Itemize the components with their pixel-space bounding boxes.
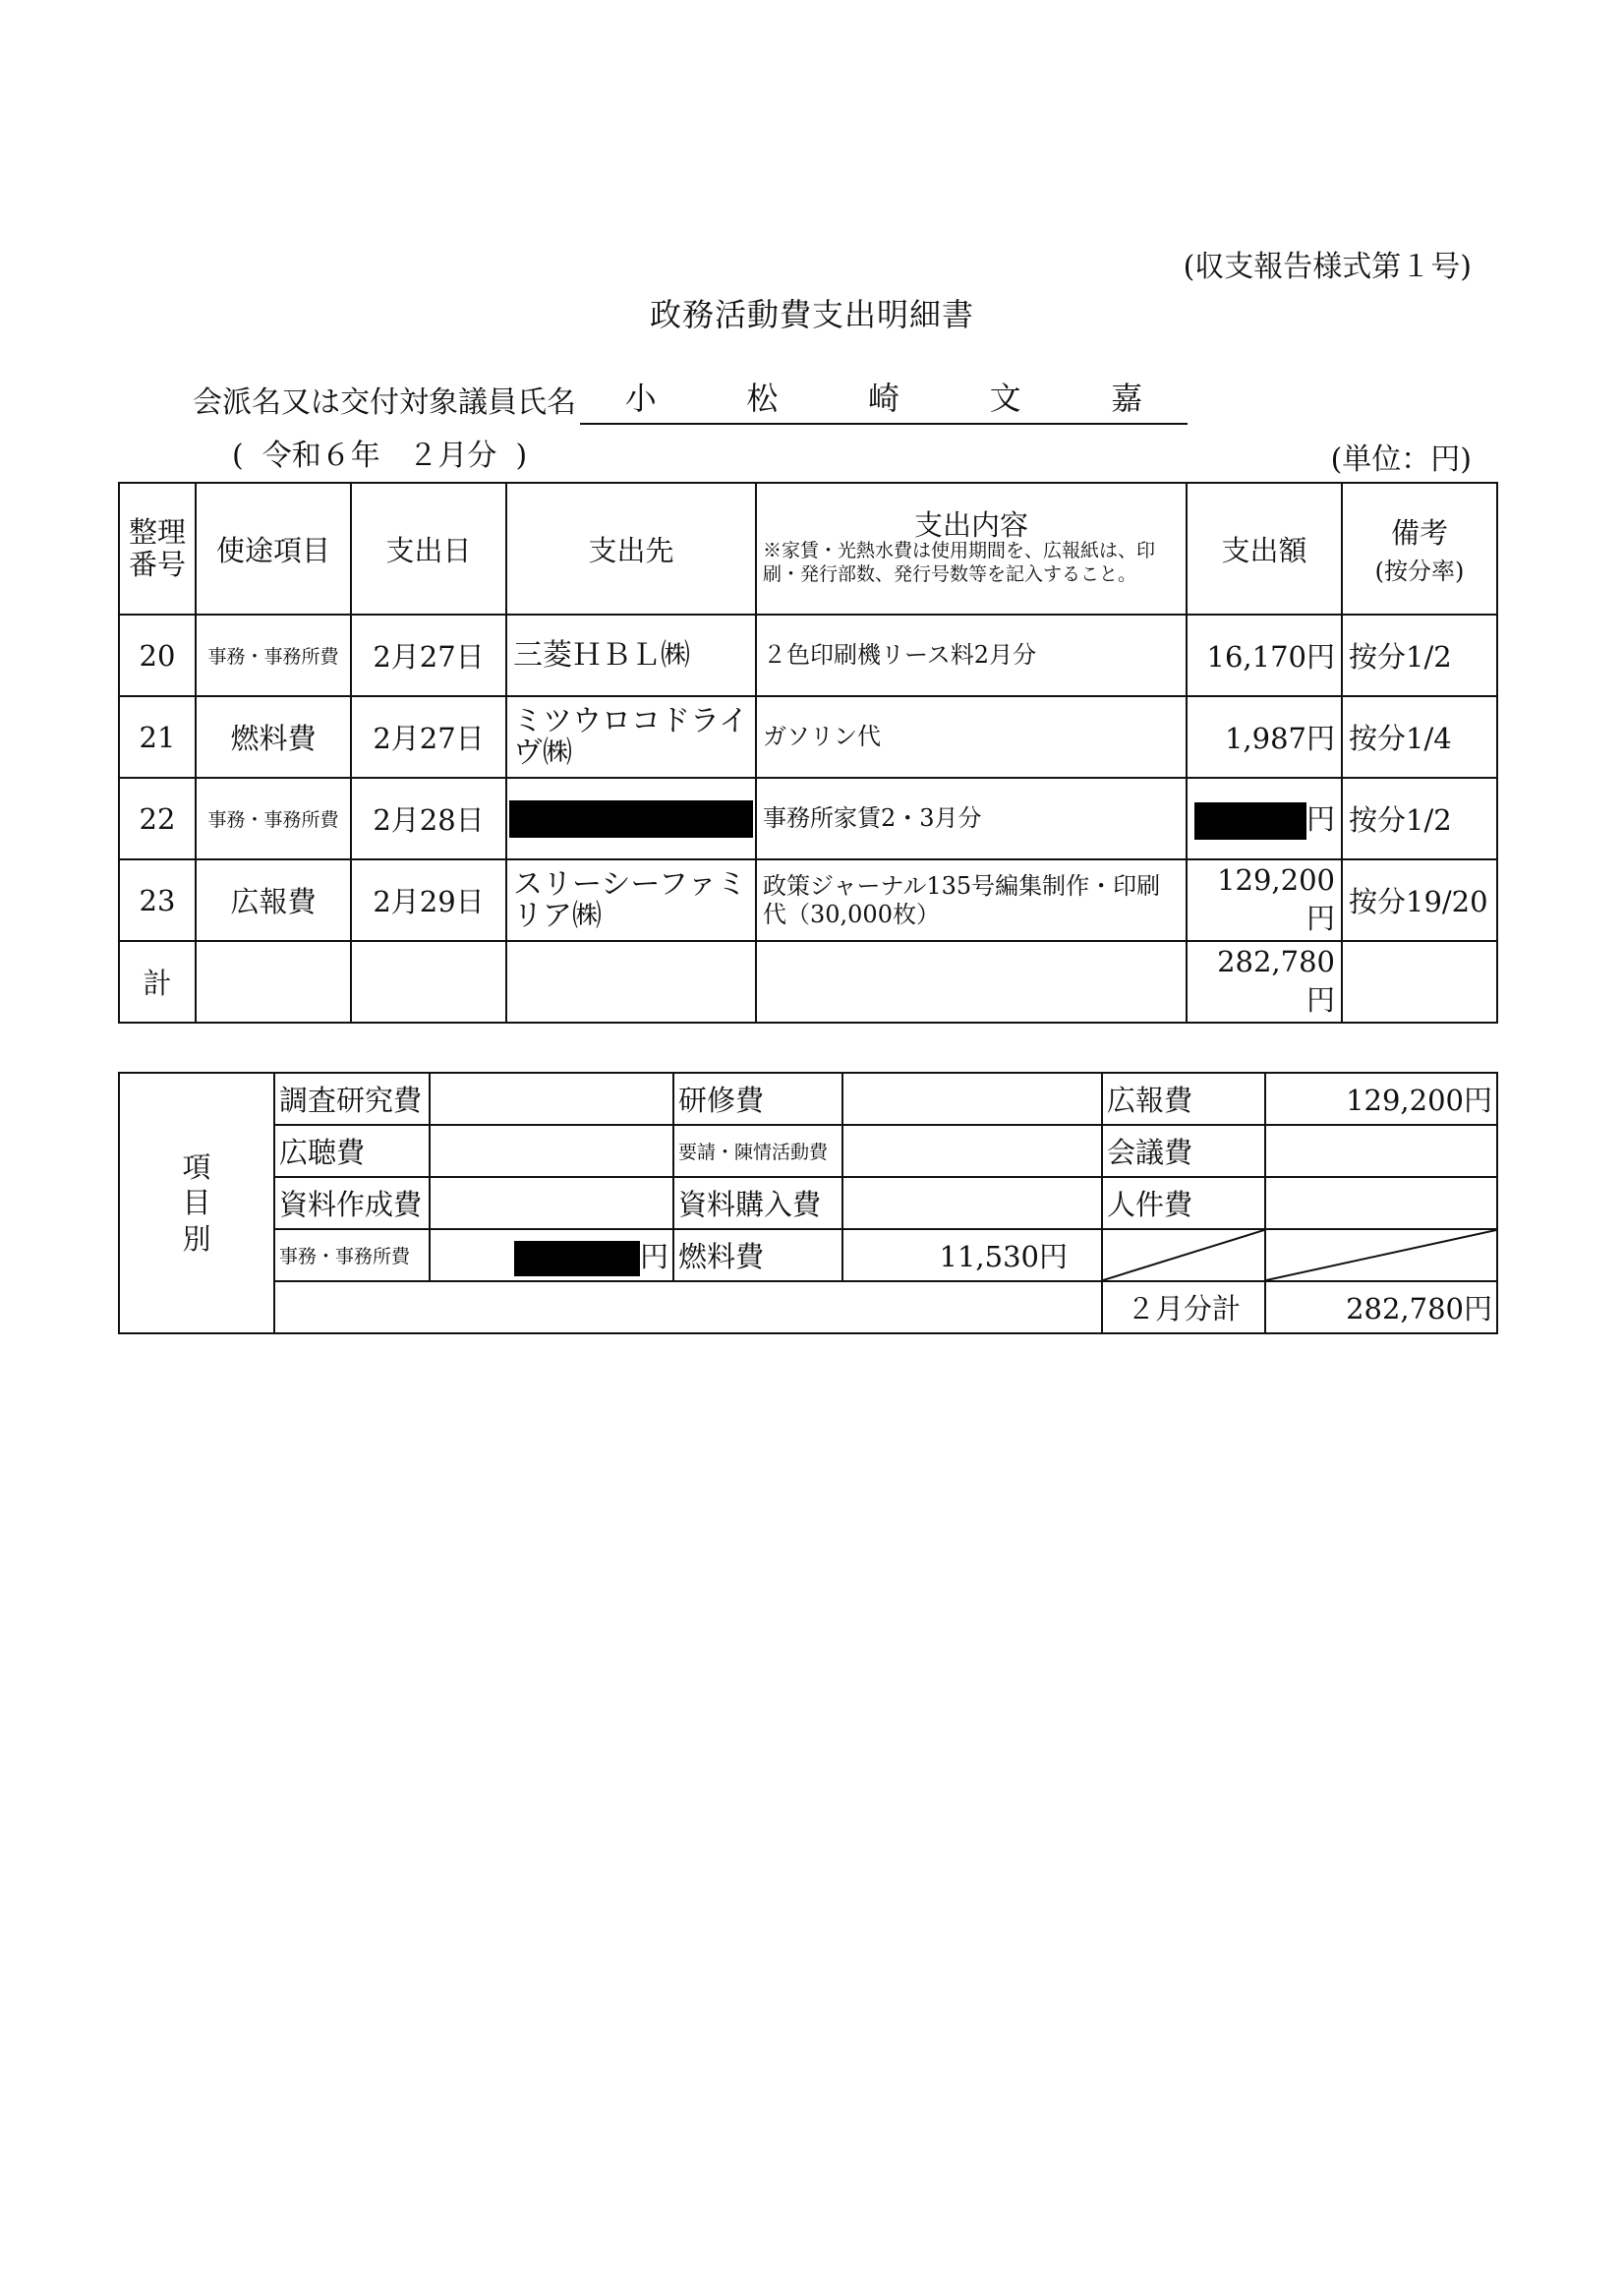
row-date: 2月27日	[351, 696, 506, 778]
row-remarks: 按分19/20	[1342, 859, 1497, 941]
row-number: 22	[119, 778, 196, 859]
label-materials-buy: 資料購入費	[673, 1177, 842, 1229]
row-content: 事務所家賃2・3月分	[756, 778, 1187, 859]
label-research: 調査研究費	[274, 1073, 430, 1125]
form-code: (収支報告様式第１号)	[1183, 250, 1472, 284]
label-office: 事務・事務所費	[274, 1229, 430, 1281]
label-petition: 要請・陳情活動費	[673, 1125, 842, 1177]
header-remarks-sub: (按分率)	[1374, 558, 1465, 585]
blank-slashed-cell	[1265, 1229, 1497, 1281]
summary-row	[119, 1177, 1497, 1229]
diagonal-slash	[1103, 1230, 1264, 1280]
row-category: 燃料費	[196, 696, 351, 778]
label-fuel: 燃料費	[673, 1229, 842, 1281]
total-empty	[756, 941, 1187, 1023]
unit-label: (単位：円)	[1330, 442, 1472, 477]
value-research	[430, 1073, 673, 1125]
member-name	[580, 374, 1188, 425]
label-hearing: 広聴費	[274, 1125, 430, 1177]
summary-side-label	[119, 1073, 274, 1333]
row-remarks: 按分1/4	[1342, 696, 1497, 778]
row-payee: 三菱ＨＢＬ㈱	[506, 615, 756, 696]
name-char: 嘉	[1111, 380, 1143, 417]
side-label-char: 別	[182, 1221, 211, 1256]
value-hearing	[430, 1125, 673, 1177]
row-category: 事務・事務所費	[196, 778, 351, 859]
row-number: 20	[119, 615, 196, 696]
redaction-box	[514, 1241, 640, 1276]
summary-total-row	[119, 1281, 1497, 1333]
row-date: 2月27日	[351, 615, 506, 696]
header-content	[756, 483, 1187, 615]
label-training: 研修費	[673, 1073, 842, 1125]
value-petition	[842, 1125, 1102, 1177]
value-office	[430, 1229, 673, 1281]
summary-row	[119, 1073, 1497, 1125]
total-empty	[196, 941, 351, 1023]
value-training	[842, 1073, 1102, 1125]
row-remarks: 按分1/2	[1342, 778, 1497, 859]
label-meeting: 会議費	[1102, 1125, 1265, 1177]
value-personnel	[1265, 1177, 1497, 1229]
header-remarks	[1342, 483, 1497, 615]
value-office-text: 円	[639, 1239, 668, 1273]
total-empty	[506, 941, 756, 1023]
value-pr: 129,200円	[1265, 1073, 1497, 1125]
row-payee	[506, 778, 756, 859]
row-category: 広報費	[196, 859, 351, 941]
value-meeting	[1265, 1125, 1497, 1177]
row-content: ガソリン代	[756, 696, 1187, 778]
row-content: ２色印刷機リース料2月分	[756, 615, 1187, 696]
summary-total-label: ２月分計	[1102, 1281, 1265, 1333]
summary-row	[119, 1229, 1497, 1281]
header-content-title: 支出内容	[913, 508, 1028, 543]
header-amount: 支出額	[1187, 483, 1342, 615]
name-char: 文	[989, 380, 1021, 417]
value-materials-buy	[842, 1177, 1102, 1229]
table-header-row	[119, 483, 1497, 615]
category-summary-table	[118, 1072, 1498, 1334]
row-date: 2月28日	[351, 778, 506, 859]
header-payee: 支出先	[506, 483, 756, 615]
blank-slashed-cell	[1102, 1229, 1265, 1281]
row-amount: 16,170円	[1187, 615, 1342, 696]
header-category: 使途項目	[196, 483, 351, 615]
name-char: 小	[624, 380, 657, 417]
row-remarks: 按分1/2	[1342, 615, 1497, 696]
total-empty	[351, 941, 506, 1023]
diagonal-slash	[1266, 1230, 1496, 1280]
table-row	[119, 778, 1497, 859]
total-amount: 282,780円	[1187, 941, 1342, 1023]
row-payee: ミツウロコドライヴ㈱	[506, 696, 756, 778]
row-content: 政策ジャーナル135号編集制作・印刷代（30,000枚）	[756, 859, 1187, 941]
row-number: 23	[119, 859, 196, 941]
value-materials-make	[430, 1177, 673, 1229]
name-label: 会派名又は交付対象議員氏名	[193, 385, 576, 420]
expense-detail-table	[118, 482, 1498, 1024]
total-row	[119, 941, 1497, 1023]
document-title: 政務活動費支出明細書	[649, 296, 974, 333]
table-row	[119, 615, 1497, 696]
label-personnel: 人件費	[1102, 1177, 1265, 1229]
label-pr: 広報費	[1102, 1073, 1265, 1125]
row-amount	[1187, 778, 1342, 859]
row-amount: 129,200円	[1187, 859, 1342, 941]
summary-total-value: 282,780円	[1265, 1281, 1497, 1333]
redaction-box	[1194, 802, 1306, 840]
row-amount-text: 円	[1305, 802, 1335, 836]
name-char: 崎	[867, 380, 899, 417]
row-category: 事務・事務所費	[196, 615, 351, 696]
header-content-note: ※家賃・光熱水費は使用期間を、広報紙は、印刷・発行部数、発行号数等を記入すること。	[763, 540, 1156, 586]
reporting-period: ( 令和６年 ２月分 )	[232, 439, 528, 473]
summary-total-spacer	[274, 1281, 1102, 1333]
side-label-char: 項	[182, 1150, 211, 1185]
side-label-char: 目	[182, 1186, 211, 1220]
table-row	[119, 696, 1497, 778]
total-label: 計	[119, 941, 196, 1023]
header-number: 整理番号	[119, 483, 196, 615]
row-date: 2月29日	[351, 859, 506, 941]
summary-row	[119, 1125, 1497, 1177]
total-empty	[1342, 941, 1497, 1023]
row-number: 21	[119, 696, 196, 778]
row-payee: スリーシーファミリア㈱	[506, 859, 756, 941]
label-materials-make: 資料作成費	[274, 1177, 430, 1229]
table-row	[119, 859, 1497, 941]
header-remarks-title: 備考	[1390, 516, 1448, 550]
header-date: 支出日	[351, 483, 506, 615]
redaction-box	[509, 800, 753, 838]
name-char: 松	[746, 380, 779, 417]
row-amount: 1,987円	[1187, 696, 1342, 778]
value-fuel: 11,530円	[842, 1229, 1102, 1281]
